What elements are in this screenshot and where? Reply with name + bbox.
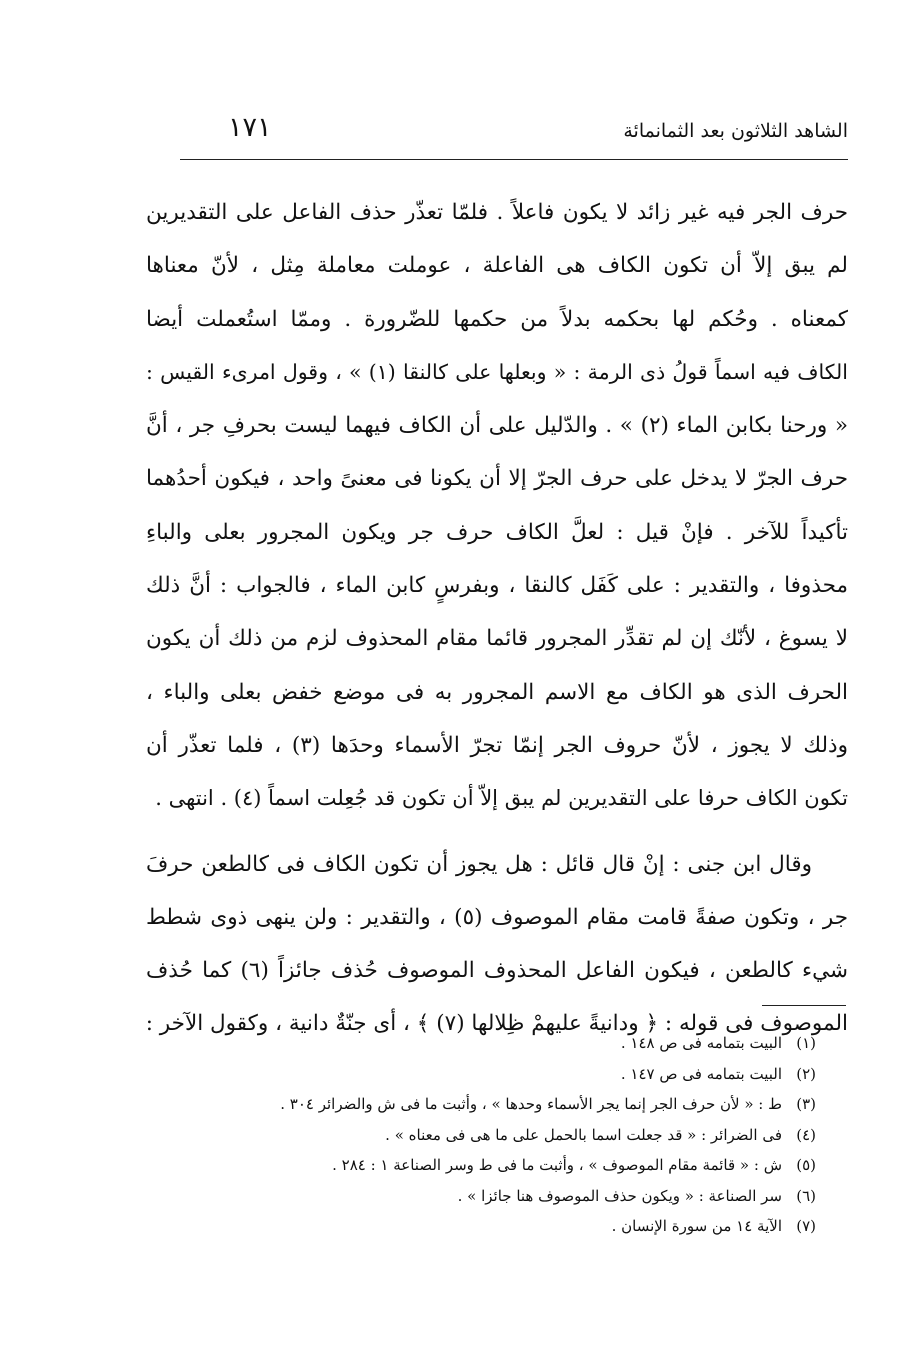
footnote-text: البيت بتمامه فى ص ١٤٧ .	[620, 1064, 782, 1083]
page-number: ١٧١	[228, 112, 272, 143]
text-line: كمعناه . وحُكم لها بحكمه بدلاً من حكمها للضّرورة . وممّا استُعملت أيضا	[146, 306, 848, 332]
paragraph-1	[146, 186, 848, 826]
footnote-text: ط : « لأن حرف الجر إنما يجر الأسماء وحدها » ، وأثبت ما فى ش والضرائر ٣٠٤ .	[280, 1095, 782, 1113]
text-line: تأكيداً للآخر . فإنْ قيل : لعلَّ الكاف حرف جر ويكون المجرور بعلى والباءِ	[146, 519, 848, 545]
footnote	[200, 1181, 816, 1212]
footnote	[200, 1028, 816, 1059]
footnote-number: (٢)	[796, 1064, 816, 1083]
header-divider	[180, 159, 848, 160]
footnote-number: (٥)	[796, 1156, 816, 1174]
page-header	[180, 112, 848, 158]
text-line: « ورحنا بكابن الماء (٢) » . والدّليل على أن الكاف فيهما ليست بحرفِ جر ، أنَّ	[146, 413, 848, 439]
footnote-text: فى الضرائر : « قد جعلت اسما بالحمل على ما هى فى معناه » .	[385, 1125, 782, 1144]
footnote	[200, 1089, 816, 1120]
text-line: حرف الجرّ لا يدخل على حرف الجرّ إلا أن يكونا فى معنىً واحد ، فيكون أحدُهما	[146, 466, 848, 492]
text-line: وذلك لا يجوز ، لأنّ حروف الجر إنمّا تجرّ الأسماء وحدَها (٣) ، فلما تعذّر أن	[146, 732, 848, 758]
text-line: جر ، وتكون صفةً قامت مقام الموصوف (٥) ، والتقدير : ولن ينهى ذوى شطط	[146, 904, 848, 930]
footnote-number: (٤)	[796, 1125, 816, 1144]
footnote-number: (٧)	[796, 1217, 816, 1235]
footnote-text: ش : « قائمة مقام الموصوف » ، وأثبت ما فى ط وسر الصناعة ١ : ٢٨٤ .	[332, 1156, 782, 1174]
text-line: الكاف فيه اسماً قولُ ذى الرمة : « وبعلها على كالنقا (١) » ، وقول امرىء القيس :	[146, 359, 848, 384]
text-line: شيء كالطعن ، فيكون الفاعل المحذوف الموصوف حُذف جائزاً (٦) كما حُذف	[146, 958, 848, 984]
footnote-number: (٦)	[796, 1186, 816, 1205]
footnote	[200, 1211, 816, 1242]
footnote-divider	[762, 1005, 846, 1006]
footnote-number: (٣)	[796, 1095, 816, 1113]
footnotes	[200, 1028, 816, 1242]
footnote-text: البيت بتمامه فى ص ١٤٨ .	[620, 1034, 782, 1052]
main-text	[146, 186, 848, 1051]
footnote-number: (١)	[796, 1034, 816, 1052]
text-line: لا يسوغ ، لأنّك إن لم تقدِّر المجرور قائما مقام المحذوف لزم من ذلك أن يكون	[146, 626, 848, 652]
footnote	[200, 1150, 816, 1181]
footnote-text: سر الصناعة : « ويكون حذف الموصوف هنا جائزا » .	[457, 1186, 782, 1205]
text-line: الحرف الذى هو الكاف مع الاسم المجرور به فى موضع خفض بعلى والباء ،	[146, 679, 848, 705]
footnote	[200, 1059, 816, 1090]
text-line: محذوفا ، والتقدير : على كَفَل كالنقا ، وبفرسٍ كابن الماء ، فالجواب : أنَّ ذلك	[146, 573, 848, 599]
text-line: الموصوف فى قوله : ﴿ ودانيةً عليهمْ ظِلالها (٧) ﴾ ، أى جنّةٌ دانية ، وكقول الآخر :	[146, 1011, 848, 1037]
text-line: حرف الجر فيه غير زائد لا يكون فاعلاً . فلمّا تعذّر حذف الفاعل على التقديرين	[146, 200, 848, 225]
paragraph-2	[146, 838, 848, 1051]
text-line: وقال ابن جنى : إنْ قال قائل : هل يجوز أن تكون الكاف فى كالطعن حرفَ	[146, 851, 812, 877]
text-line: لم يبق إلاّ أن تكون الكاف هى الفاعلة ، عوملت معاملة مِثل ، لأنّ معناها	[146, 253, 848, 279]
text-line: تكون الكاف حرفا على التقديرين لم يبق إلاّ أن تكون قد جُعِلت اسماً (٤) . انتهى .	[155, 786, 848, 811]
footnote	[200, 1120, 816, 1151]
running-title: الشاهد الثلاثون بعد الثمانمائة	[623, 120, 848, 142]
footnote-text: الآية ١٤ من سورة الإنسان .	[611, 1217, 782, 1235]
